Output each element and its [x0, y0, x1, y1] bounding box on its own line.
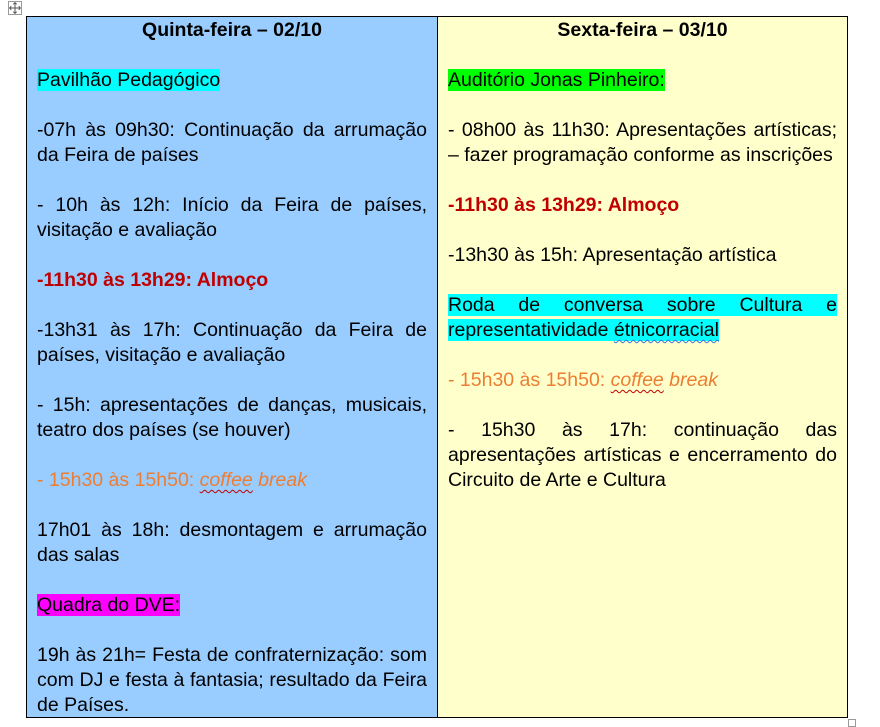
friday-column	[438, 17, 847, 717]
thursday-location-quadra: Quadra do DVE:	[37, 594, 181, 616]
thursday-lunch: -11h30 às 13h29: Almoço	[37, 269, 269, 291]
friday-item-1: - 08h00 às 11h30: Apresentações artísticas; – fazer programação conforme as inscrições	[448, 119, 837, 166]
thursday-coffee-break: - 15h30 às 15h50: coffee break	[37, 469, 307, 491]
thursday-item-4: - 15h: apresentações de danças, musicais, teatro dos países (se houver)	[37, 394, 427, 441]
friday-coffee-break: - 15h30 às 15h50: coffee break	[448, 369, 718, 391]
friday-roda-conversa: Roda de conversa sobre Cultura e representatividade étnicorracial	[448, 294, 837, 341]
friday-item-3: - 15h30 às 17h: continuação das apresentações artísticas e encerramento do Circuito de Arte e Cultura	[448, 419, 837, 491]
friday-location-auditorio: Auditório Jonas Pinheiro:	[448, 69, 665, 91]
thursday-header: Quinta-feira – 02/10	[142, 19, 322, 41]
thursday-item-2: - 10h às 12h: Início da Feira de países, visitação e avaliação	[37, 194, 427, 241]
friday-lunch: -11h30 às 13h29: Almoço	[448, 194, 680, 216]
thursday-location-pavilhao: Pavilhão Pedagógico	[37, 69, 221, 91]
thursday-column	[27, 17, 438, 717]
thursday-item-5: 17h01 às 18h: desmontagem e arrumação das salas	[37, 519, 427, 566]
table-resize-handle-icon[interactable]	[848, 719, 856, 727]
table-move-handle-icon[interactable]	[8, 1, 22, 15]
friday-item-2: -13h30 às 15h: Apresentação artística	[448, 244, 777, 266]
friday-header: Sexta-feira – 03/10	[557, 19, 728, 41]
thursday-item-6: 19h às 21h= Festa de confraternização: som com DJ e festa à fantasia; resultado da Feira de Países.	[37, 644, 427, 716]
schedule-table	[26, 16, 848, 718]
thursday-item-1: -07h às 09h30: Continuação da arrumação da Feira de países	[37, 119, 427, 166]
thursday-item-3: -13h31 às 17h: Continuação da Feira de países, visitação e avaliação	[37, 319, 427, 366]
